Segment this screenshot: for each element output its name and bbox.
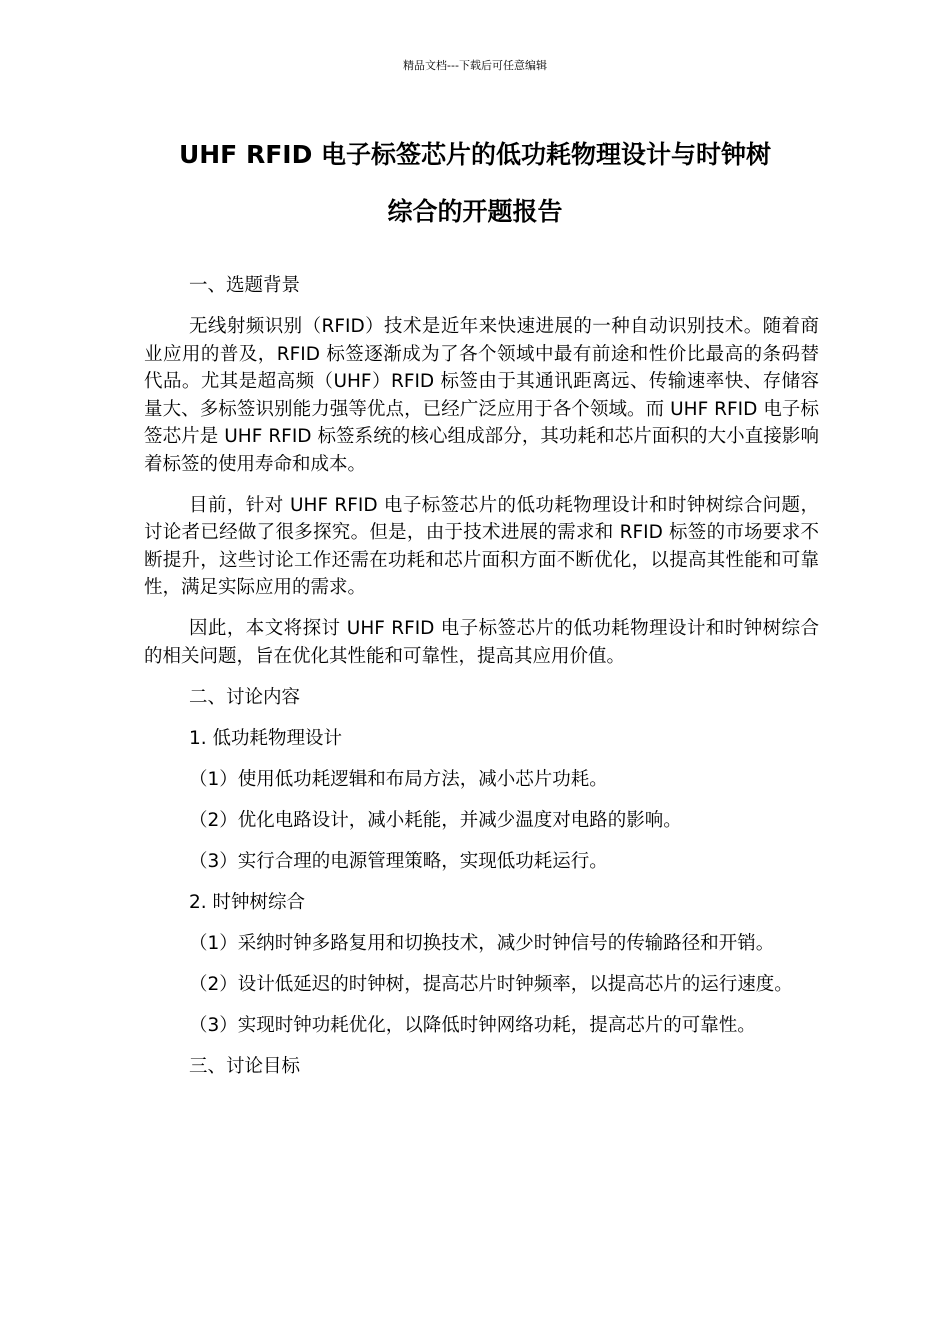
document-body xyxy=(144,272,819,1094)
section-heading-goals: 三、讨论目标 xyxy=(189,1055,301,1077)
subsection-heading-clock-tree: 2. 时钟树综合 xyxy=(189,891,306,913)
list-item: （3）实现时钟功耗优化，以降低时钟网络功耗，提高芯片的可靠性。 xyxy=(189,1014,756,1036)
document-title-line-2: 综合的开题报告 xyxy=(387,197,563,226)
background-paragraph: 因此，本文将探讨 UHF RFID 电子标签芯片的低功耗物理设计和时钟树综合的相关问题，旨在优化其性能和可靠性，提高其应用价值。 xyxy=(144,618,819,667)
list-item: （2）设计低延迟的时钟树，提高芯片时钟频率，以提高芯片的运行速度。 xyxy=(189,973,793,995)
section-heading-content: 二、讨论内容 xyxy=(189,686,301,708)
page-header-note: 精品文档---下载后可任意编辑 xyxy=(403,59,547,72)
subsection-heading-low-power: 1. 低功耗物理设计 xyxy=(189,727,343,749)
list-item: （1）使用低功耗逻辑和布局方法，减小芯片功耗。 xyxy=(189,768,608,790)
background-paragraph: 目前，针对 UHF RFID 电子标签芯片的低功耗物理设计和时钟树综合问题，讨论者已经做了很多探究。但是，由于技术进展的需求和 RFID 标签的市场要求不断提升，这些讨论工作还需在功耗和芯片面积方面不断优化，以提高其性能和可靠性，满足实际应用的需求。 xyxy=(144,494,819,598)
list-item: （3）实行合理的电源管理策略，实现低功耗运行。 xyxy=(189,850,608,872)
background-paragraph: 无线射频识别（RFID）技术是近年来快速进展的一种自动识别技术。随着商业应用的普及，RFID 标签逐渐成为了各个领域中最有前途和性价比最高的条码替代品。尤其是超高频（UHF）RFID 标签由于其通讯距离远、传输速率快、存储容量大、多标签识别能力强等优点，已经广泛应用于各个领域。而 UHF RFID 电子标签芯片是 UHF RFID 标签系统的核心组成部分，其功耗和芯片面积的大小直接影响着标签的使用寿命和成本。 xyxy=(144,316,819,475)
list-item: （2）优化电路设计，减小耗能，并减少温度对电路的影响。 xyxy=(189,809,682,831)
section-heading-background: 一、选题背景 xyxy=(189,275,301,296)
list-item: （1）采纳时钟多路复用和切换技术，减少时钟信号的传输路径和开销。 xyxy=(189,932,775,954)
document-title-line-1: UHF RFID 电子标签芯片的低功耗物理设计与时钟树 xyxy=(178,140,772,169)
